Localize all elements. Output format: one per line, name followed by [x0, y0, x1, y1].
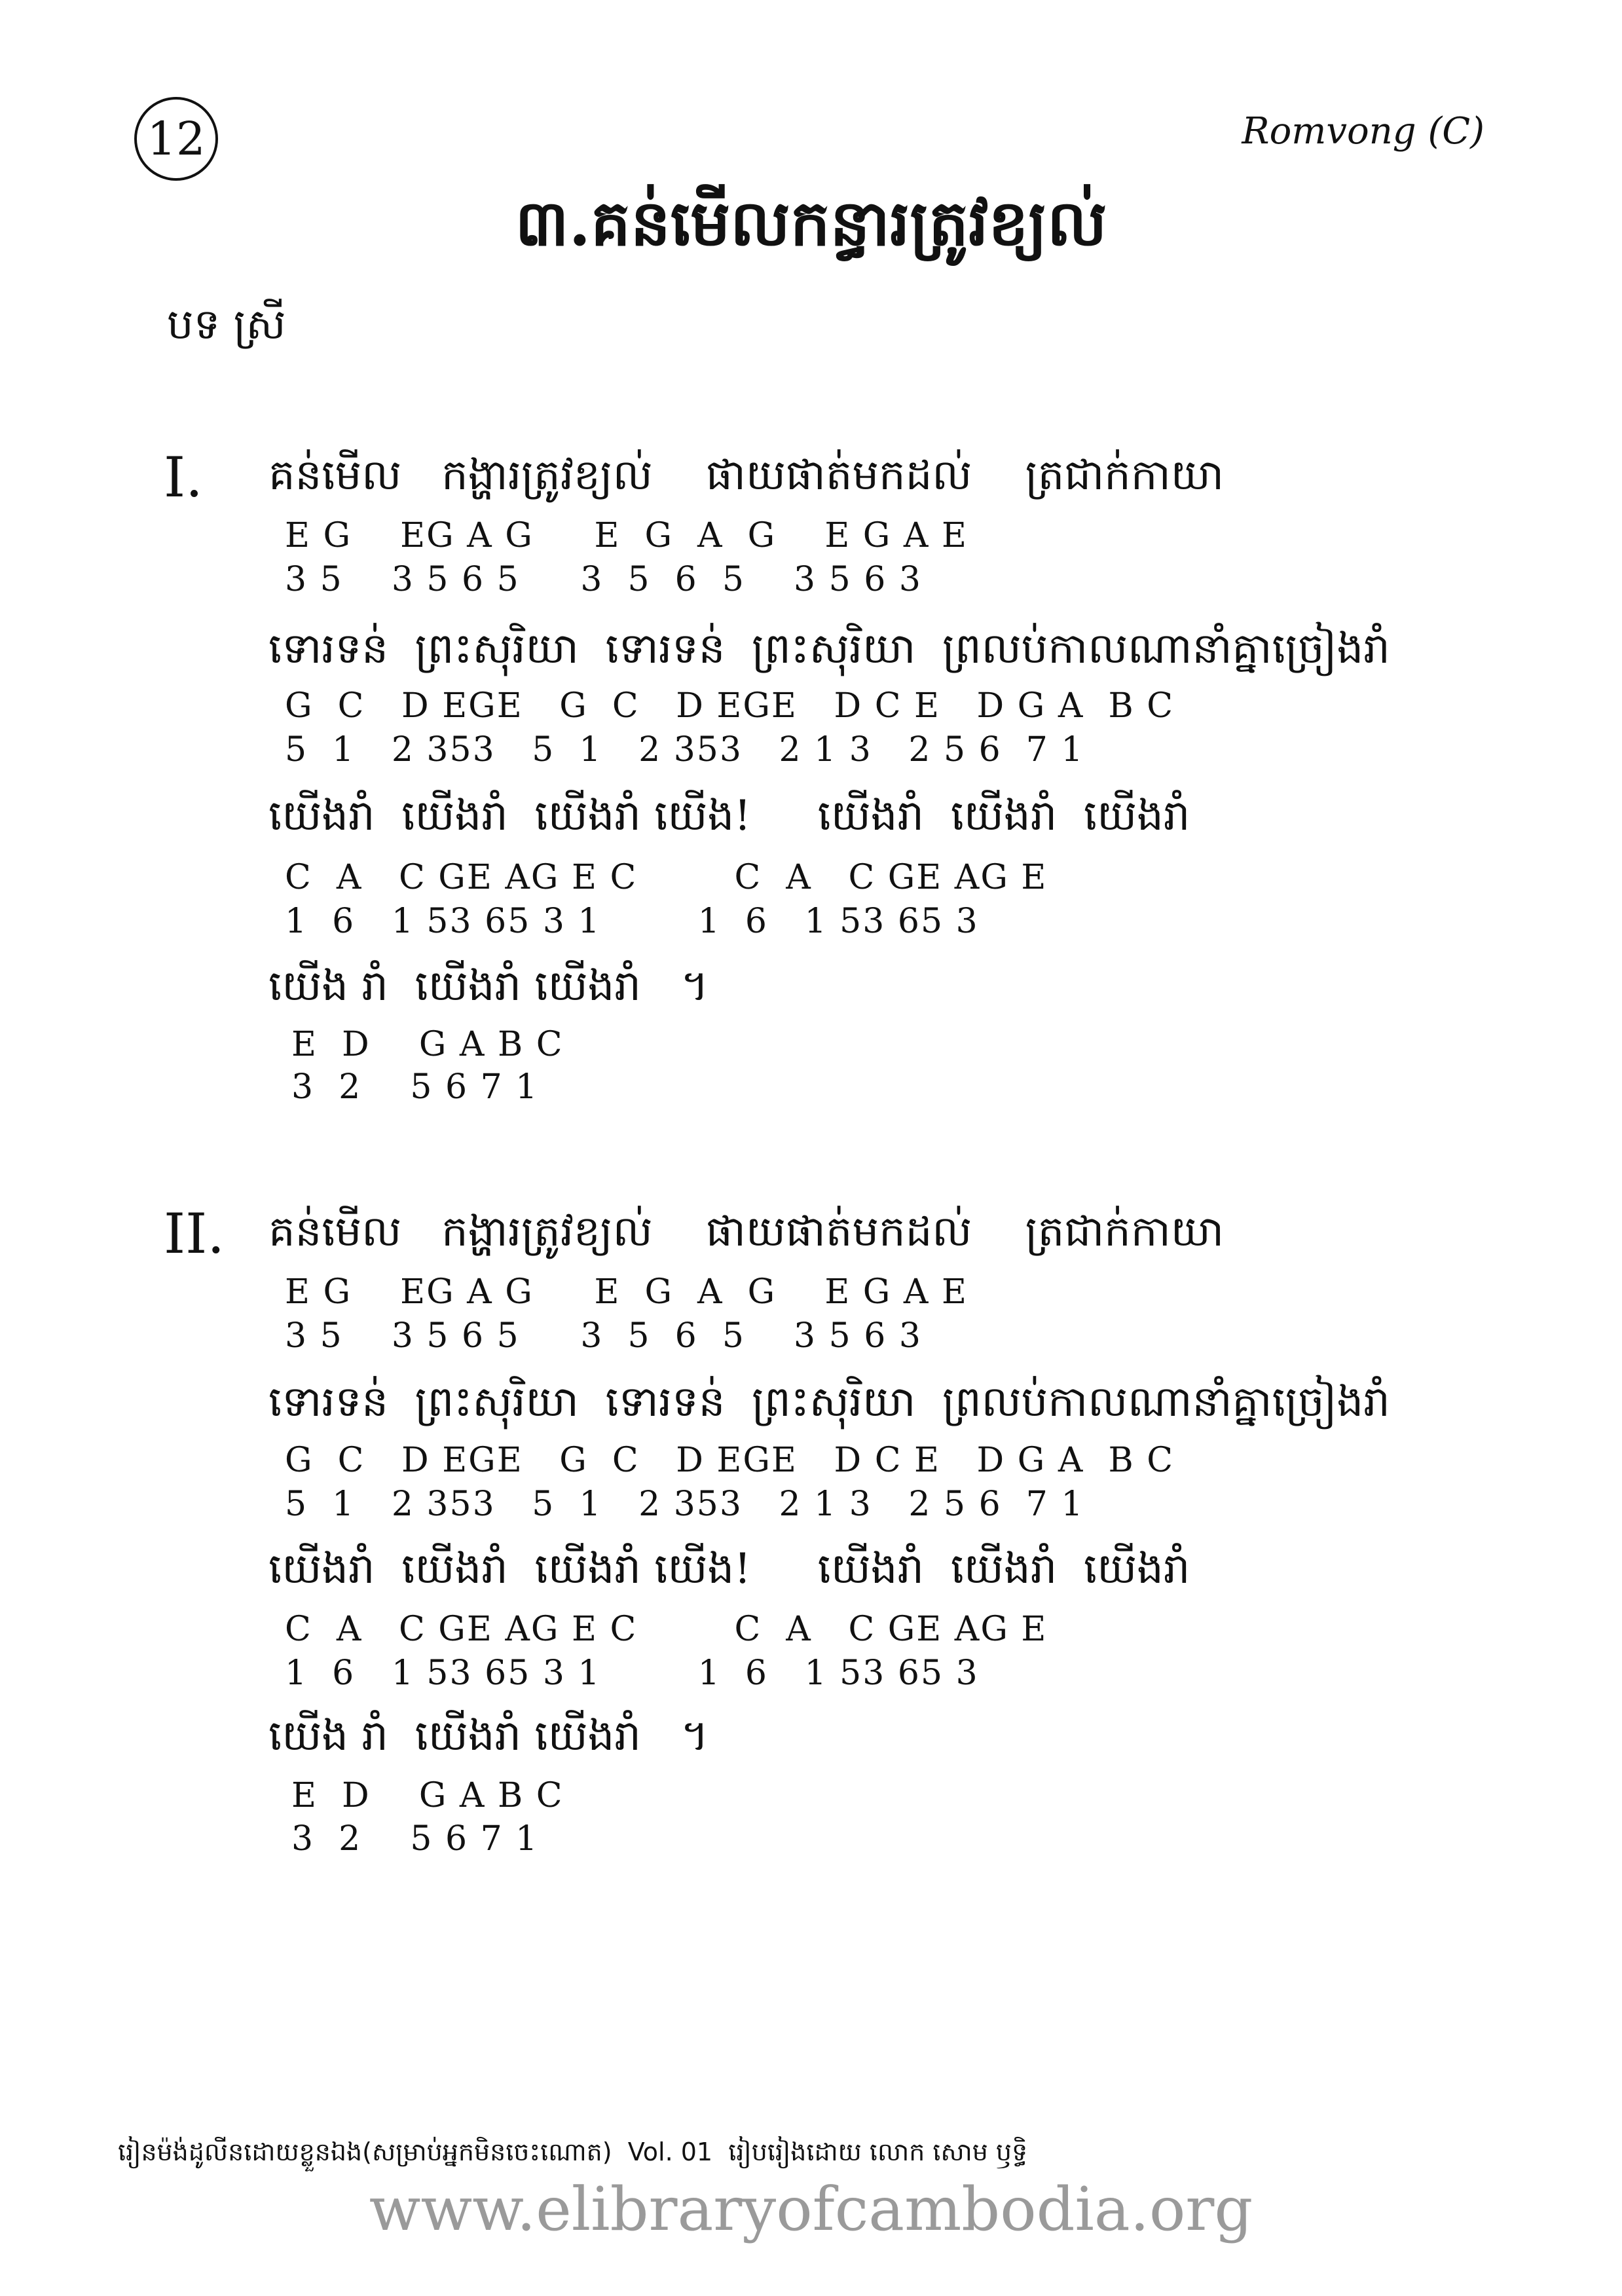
verse-1-line-2-notes: G C D EGE G C D EGE D C E D G A B C [285, 686, 1174, 726]
verse-2-line-1-notes: E G EG A G E G A G E G A E [285, 1272, 968, 1312]
verse-2-numeral: II. [164, 1202, 225, 1266]
verse-1-line-3-notes: C A C GE AG E C C A C GE AG E [285, 858, 1048, 897]
verse-1-line-3-numbers: 1 6 1 53 65 3 1 1 6 1 53 65 3 [285, 902, 979, 941]
verse-2-line-3-numbers: 1 6 1 53 65 3 1 1 6 1 53 65 3 [285, 1654, 979, 1693]
verse-2-line-4-lyric: យើង រាំ យើងរាំ យើងរាំ ។ [268, 1712, 709, 1760]
verse-1-line-4-notes: E D G A B C [291, 1025, 564, 1064]
verse-2-line-2-notes: G C D EGE G C D EGE D C E D G A B C [285, 1441, 1174, 1480]
verse-2-line-4-notes: E D G A B C [291, 1776, 564, 1815]
verse-2-line-1-numbers: 3 5 3 5 6 5 3 5 6 5 3 5 6 3 [285, 1316, 922, 1356]
verse-2-line-2-lyric: ទោរទន់ ព្រះសុរិយា ទោរទន់ ព្រះសុរិយា ព្រលប់កាលណានាំគ្នាច្រៀងរាំ [268, 1378, 1390, 1426]
verse-2-line-4-numbers: 3 2 5 6 7 1 [291, 1819, 539, 1859]
website-watermark: www.elibraryofcambodia.org [369, 2174, 1253, 2244]
page-number: 12 [134, 97, 218, 181]
verse-1-line-1-notes: E G EG A G E G A G E G A E [285, 516, 968, 555]
verse-1-line-4-lyric: យើង រាំ យើងរាំ យើងរាំ ។ [268, 962, 709, 1010]
verse-1-line-2-lyric: ទោរទន់ ព្រះសុរិយា ទោរទន់ ព្រះសុរិយា ព្រលប់កាលណានាំគ្នាច្រៀងរាំ [268, 625, 1390, 673]
verse-1-line-4-numbers: 3 2 5 6 7 1 [291, 1067, 539, 1107]
song-title: ៣.គន់មើលកន្ធារត្រូវខ្យល់ [515, 186, 1107, 260]
verse-1-line-3-lyric: យើងរាំ យើងរាំ យើងរាំ យើង! យើងរាំ យើងរាំ យើងរាំ [268, 792, 1190, 840]
verse-1-line-1-lyric: គន់មើល កង្ហារត្រូវខ្យល់ ផាយផាត់មកដល់ ត្រជាក់កាយា [268, 451, 1225, 500]
verse-2-line-3-lyric: យើងរាំ យើងរាំ យើងរាំ យើង! យើងរាំ យើងរាំ យើងរាំ [268, 1545, 1190, 1593]
verse-2-line-1-lyric: គន់មើល កង្ហារត្រូវខ្យល់ ផាយផាត់មកដល់ ត្រជាក់កាយា [268, 1208, 1225, 1256]
verse-1-line-2-numbers: 5 1 2 353 5 1 2 353 2 1 3 2 5 6 7 1 [285, 730, 1084, 769]
footer-credit: រៀនម៉ង់ដូលីនដោយខ្លួនឯង(សម្រាប់អ្នកមិនចេះណោត) Vol. 01 រៀបរៀងដោយ លោក សោម ឫទ្ធិ [118, 2138, 1028, 2166]
singer-label: បទ ស្រី [167, 301, 286, 349]
verse-2-line-3-notes: C A C GE AG E C C A C GE AG E [285, 1610, 1048, 1649]
verse-1-numeral: I. [164, 445, 203, 509]
verse-1-line-1-numbers: 3 5 3 5 6 5 3 5 6 5 3 5 6 3 [285, 560, 922, 599]
song-key: Romvong (C) [1242, 110, 1484, 153]
verse-2-line-2-numbers: 5 1 2 353 5 1 2 353 2 1 3 2 5 6 7 1 [285, 1485, 1084, 1524]
